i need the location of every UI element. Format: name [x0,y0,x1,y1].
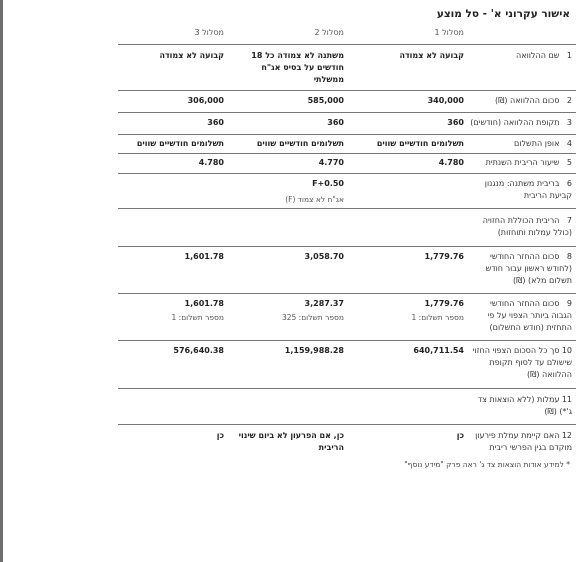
mechanism-value: F+0.50 [312,179,344,188]
row-divider [118,388,576,389]
row-divider [118,90,576,91]
row-label: 2 סכום ההלוואה (₪) [495,96,572,105]
row-divider [118,293,576,294]
cell-track-3: כן [216,431,224,440]
approval-document [118,0,576,562]
cell-track-3: 576,640.38 [173,346,224,355]
row-label: 3 תקופת ההלוואה (חודשים) [470,118,572,127]
row-divider [118,44,576,45]
row-divider [118,112,576,113]
row-divider [118,246,576,247]
row-label: 4 אופן התשלום [514,139,572,148]
header-track-3: מסלול 3 [194,28,224,37]
row-label: 7 הריבית הכוללת החזויה (כולל עמלות ותוחזות) [482,216,572,237]
cell-track-1: 640,711.54 [413,346,464,355]
row-label: 9 סכום ההחזר החודשי הגבוה ביותר הצפוי על פי התחזית (חודש התשלום) [487,299,572,332]
row-divider [118,208,576,209]
row-divider [118,153,576,154]
footnote: * למידע אודות הוצאות צד ג' ראה פרק "מידע נוסף" [404,460,570,469]
cell-track-1: קבועה לא צמודה [399,51,464,60]
mechanism-note: אג"ח לא צמוד (F) [285,195,344,204]
cell-track-3: 360 [207,118,224,127]
cell-track-3: קבועה לא צמודה [159,51,224,60]
cell-track-2: 585,000 [307,96,344,105]
cell-track-2: 1,159,988.28 [284,346,344,355]
cell-value: 3,287.37 [304,299,344,308]
cell-track-1: כן [456,431,464,440]
cell-track-2: כן, אם הפרעון לא ביום שינוי הריבית [238,431,344,452]
cell-track-1: 340,000 [427,96,464,105]
row-label: 12 האם קיימת עמלת פירעון מוקדם בגין הפרשי ריבית [475,431,572,452]
cell-track-1: 1,779.76 [424,252,464,261]
payment-number: מספר תשלום: 325 [281,313,344,322]
cell-track-2: 4.770 [318,158,344,167]
cell-track-2: 3,058.70 [304,252,344,261]
cell-track-1: 360 [447,118,464,127]
payment-number: מספר תשלום: 1 [411,313,464,322]
row-label: 5 שיעור הריבית השנתית [485,158,572,167]
row-label: 11 עמלות (ללא הוצאות צד ג'*) (₪) [477,395,572,416]
row-label: 8 סכום ההחזר החודשי (לחודש ראשון עבור חודש תשלום מלא) (₪) [485,252,572,285]
row-divider [118,134,576,135]
row-label: 10 סך כל הסכום הצפוי החזוי שישולם עד לסוף תקופת ההלוואה (₪) [472,346,572,379]
header-track-1: מסלול 1 [434,28,464,37]
cell-track-2 [232,298,344,324]
cell-track-3: 306,000 [187,96,224,105]
cell-track-2: משתנה לא צמודה כל 18 חודשים על בסיס אג"ח ממשלתי [251,51,344,84]
cell-track-2 [232,178,344,206]
cell-track-1: תשלומים חודשיים שווים [376,139,464,148]
cell-value: 1,601.78 [184,299,224,308]
cell-track-3: 1,601.78 [184,252,224,261]
cell-track-1: 4.780 [438,158,464,167]
cell-track-1 [354,298,464,324]
cell-track-3: 4.780 [198,158,224,167]
document-title: אישור עקרוני א' - סל מוצע [436,8,570,20]
row-label: 1 שם ההלוואה [516,51,572,60]
payment-number: מספר תשלום: 1 [171,313,224,322]
window-left-edge [0,0,3,562]
cell-track-2: 360 [327,118,344,127]
cell-value: 1,779.76 [424,299,464,308]
cell-track-3 [120,298,224,324]
header-track-2: מסלול 2 [314,28,344,37]
row-divider [118,424,576,425]
cell-track-2: תשלומים חודשיים שווים [256,139,344,148]
cell-track-3: תשלומים חודשיים שווים [136,139,224,148]
row-label: 6 בריבית משתנה: מנגנון קביעת הריבית [484,179,572,200]
row-divider [118,340,576,341]
row-divider [118,173,576,174]
